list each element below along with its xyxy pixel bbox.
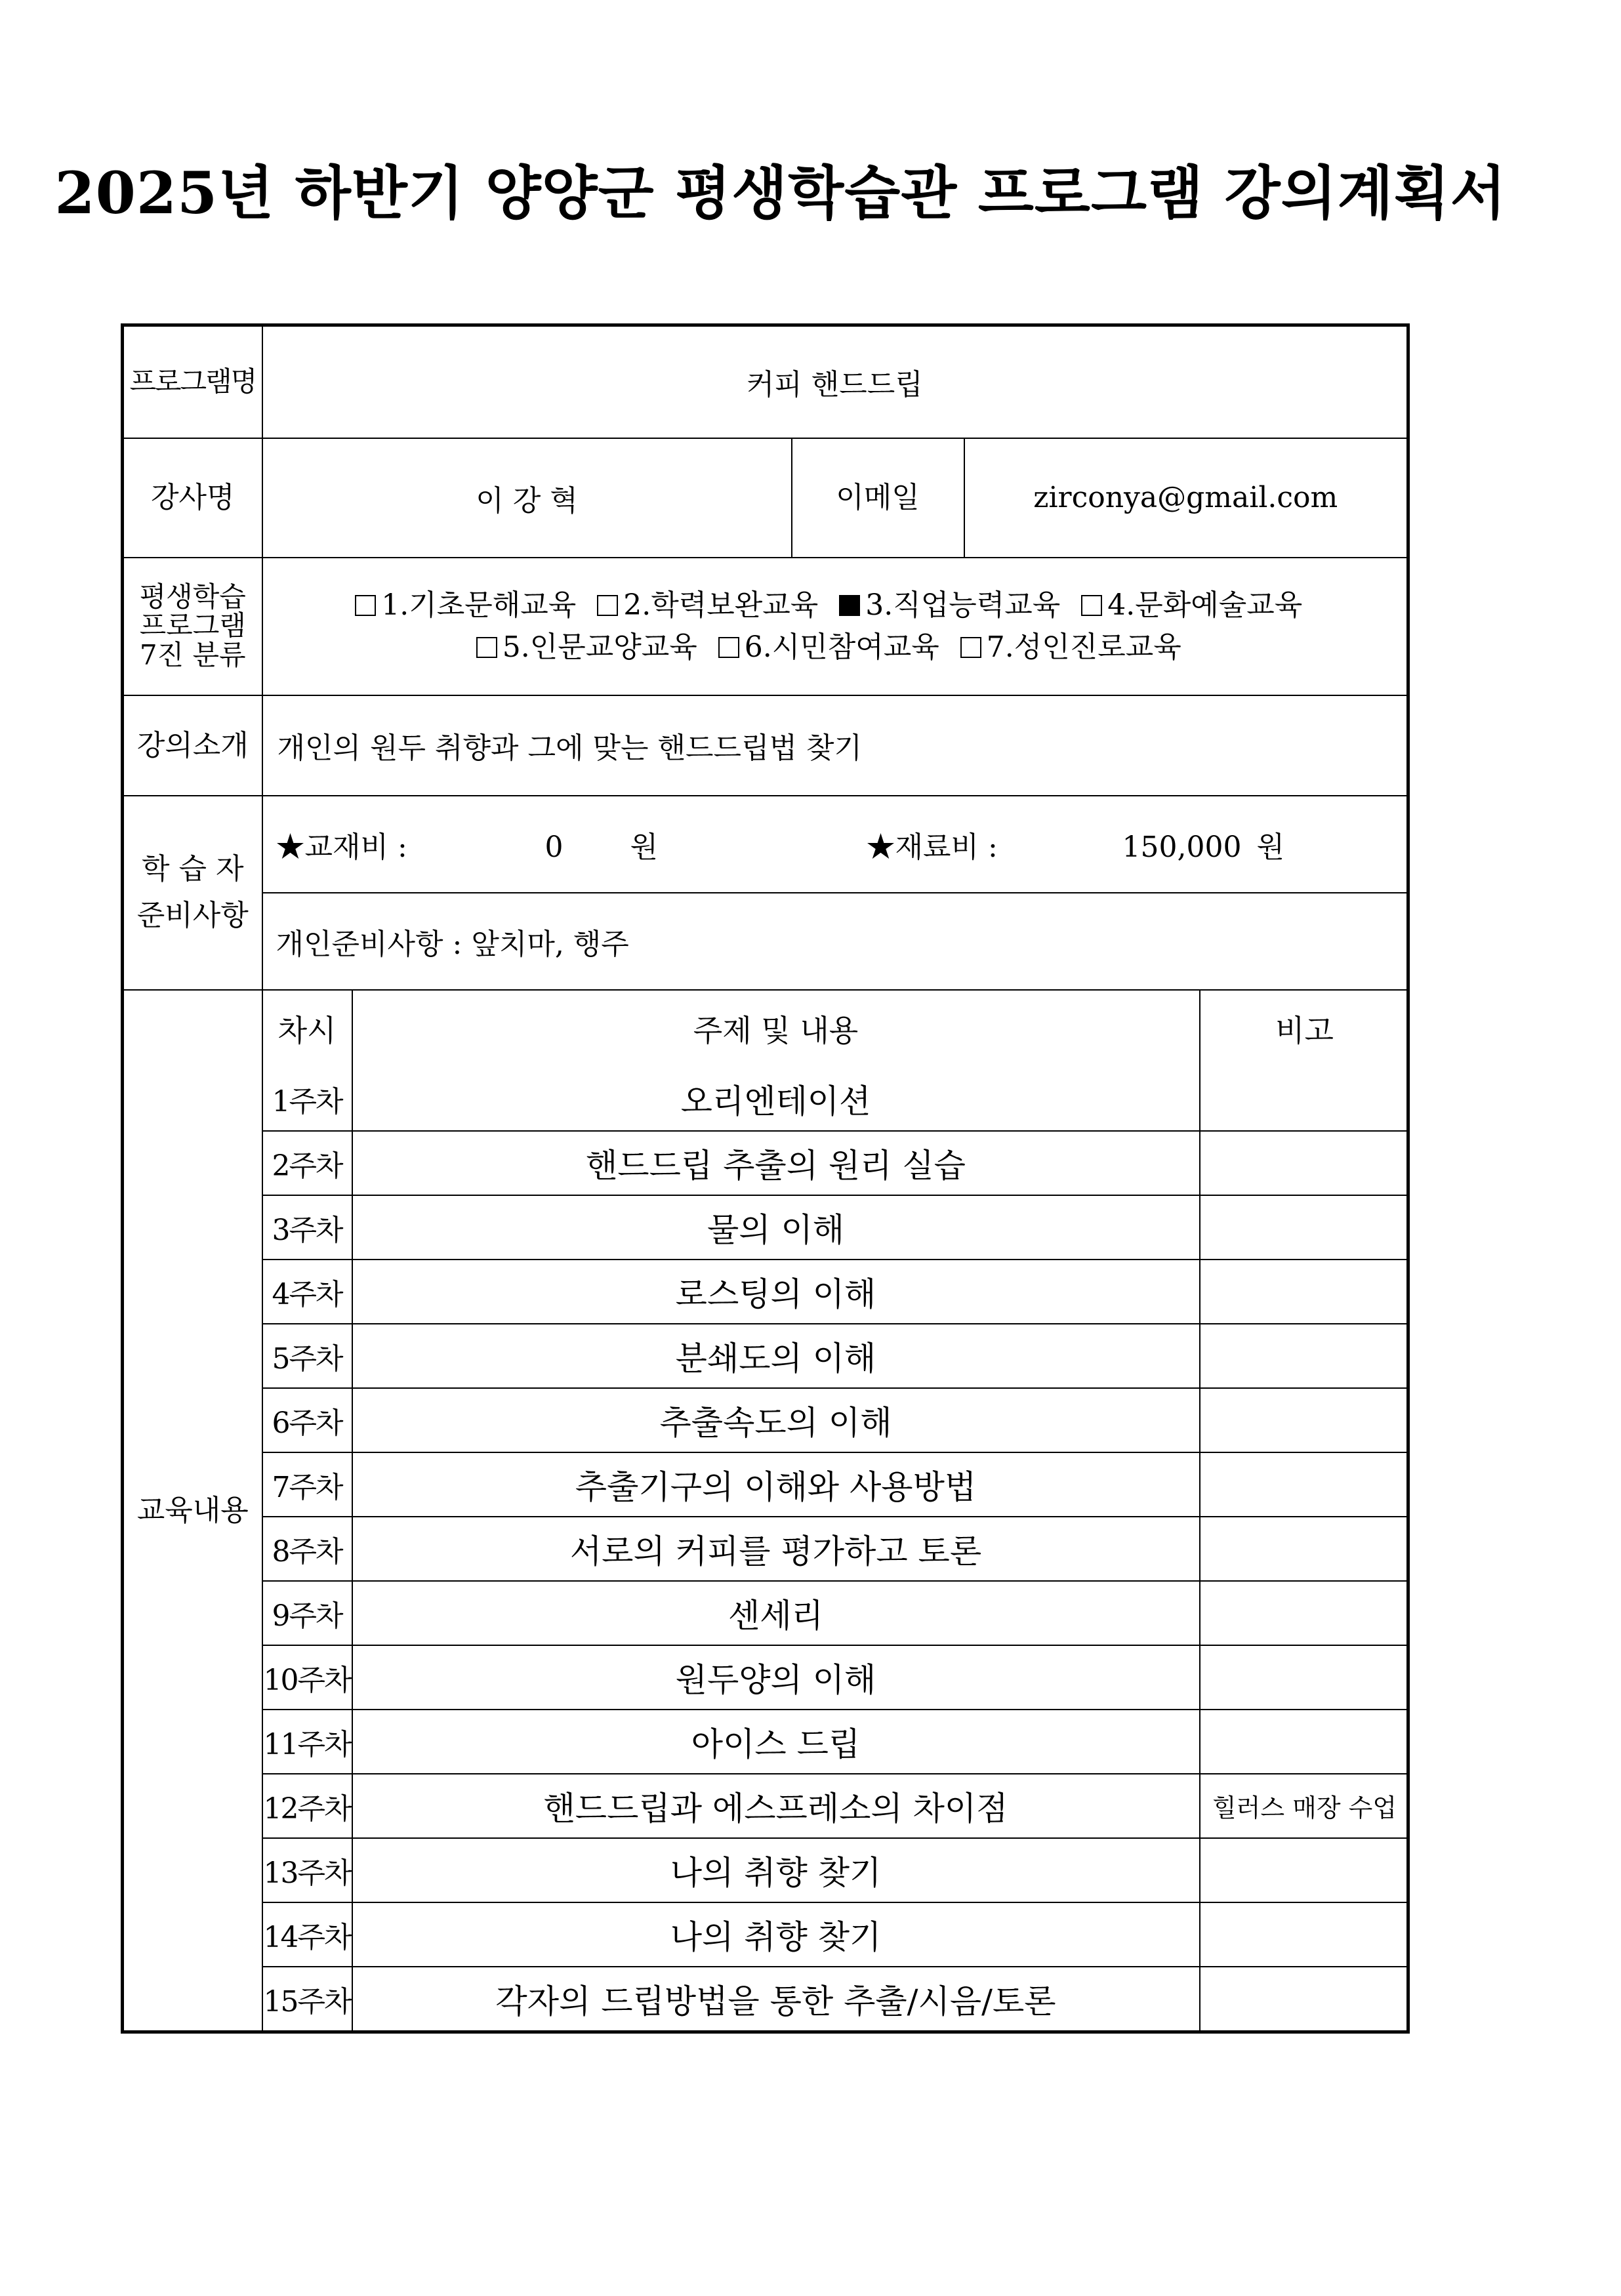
col-note: 비고 <box>1275 1013 1334 1048</box>
session-week: 4주차 <box>263 1260 352 1324</box>
education-label: 교육내용 <box>123 990 262 2032</box>
schedule-header <box>263 991 1409 1067</box>
session-week: 2주차 <box>263 1131 352 1195</box>
checkbox-icon[interactable] <box>960 637 981 658</box>
session-week: 8주차 <box>263 1517 352 1581</box>
schedule-row <box>263 1774 1409 1838</box>
classification-label-line2: 프로그램 <box>139 609 246 642</box>
intro-label: 강의소개 <box>123 695 262 796</box>
schedule-row <box>263 1967 1409 2030</box>
personal-prep: 개인준비사항 : 앞치마, 행주 <box>262 893 1408 990</box>
preparation-label-line2: 준비사항 <box>136 898 249 932</box>
intro-value: 개인의 원두 취향과 그에 맞는 핸드드립법 찾기 <box>262 695 1408 796</box>
session-topic: 로스팅의 이해 <box>352 1260 1200 1324</box>
session-week: 15주차 <box>263 1967 352 2030</box>
session-week: 10주차 <box>263 1645 352 1710</box>
session-topic: 핸드드립과 에스프레소의 차이점 <box>352 1774 1200 1838</box>
session-topic: 각자의 드립방법을 통한 추출/시음/토론 <box>352 1967 1200 2030</box>
preparation-row-personal <box>123 893 1408 990</box>
textbook-amount: 0 <box>544 830 564 864</box>
schedule-row <box>263 1388 1409 1452</box>
session-note: 힐러스 매장 수업 <box>1200 1774 1409 1838</box>
checkbox-icon[interactable] <box>597 595 618 616</box>
session-note <box>1200 1645 1409 1710</box>
session-week: 6주차 <box>263 1388 352 1452</box>
intro-row <box>123 695 1408 796</box>
session-note <box>1200 1195 1409 1260</box>
schedule-row <box>263 1324 1409 1388</box>
category-5[interactable]: 5.인문교양교육 <box>476 630 697 664</box>
preparation-row-costs <box>123 796 1408 893</box>
program-name: 커피 핸드드립 <box>262 325 1408 438</box>
instructor-name: 이 강 혁 <box>262 438 792 558</box>
schedule-row <box>263 1195 1409 1260</box>
session-note <box>1200 1131 1409 1195</box>
session-note <box>1200 1517 1409 1581</box>
material-amount: 150,000 <box>1122 830 1242 864</box>
category-6[interactable]: 6.시민참여교육 <box>718 630 939 664</box>
session-note <box>1200 1388 1409 1452</box>
classification-label-line3: 7진 분류 <box>139 638 246 671</box>
schedule-body <box>263 1067 1409 2030</box>
schedule-row <box>263 1517 1409 1581</box>
session-week: 3주차 <box>263 1195 352 1260</box>
schedule-row <box>263 1838 1409 1902</box>
session-topic: 나의 취향 찾기 <box>352 1902 1200 1967</box>
material-label: ★재료비 : <box>866 830 998 864</box>
schedule-row <box>263 1710 1409 1774</box>
category-1[interactable]: 1.기초문해교육 <box>355 588 576 622</box>
session-topic: 아이스 드립 <box>352 1710 1200 1774</box>
lecture-plan-form <box>121 323 1410 2034</box>
schedule-row <box>263 1452 1409 1517</box>
category-2[interactable]: 2.학력보완교육 <box>597 588 818 622</box>
schedule-row <box>263 1581 1409 1645</box>
textbook-unit: 원 <box>630 830 659 864</box>
checkbox-icon[interactable] <box>1081 595 1102 616</box>
classification-options-row1 <box>263 584 1407 626</box>
col-topic: 주제 및 내용 <box>352 991 1200 1067</box>
session-note <box>1200 1838 1409 1902</box>
education-row <box>123 990 1408 2032</box>
session-week: 9주차 <box>263 1581 352 1645</box>
classification-row <box>123 558 1408 695</box>
session-week: 1주차 <box>263 1067 352 1131</box>
classification-label-line1: 평생학습 <box>139 581 246 613</box>
session-week: 14주차 <box>263 1902 352 1967</box>
preparation-label-line1: 학 습 자 <box>142 852 244 886</box>
session-topic: 나의 취향 찾기 <box>352 1838 1200 1902</box>
checkbox-icon[interactable] <box>355 595 376 616</box>
session-topic: 서로의 커피를 평가하고 토론 <box>352 1517 1200 1581</box>
session-topic: 분쇄도의 이해 <box>352 1324 1200 1388</box>
classification-options <box>262 558 1408 695</box>
instructor-label: 강사명 <box>123 438 262 558</box>
col-session: 차시 <box>263 991 352 1067</box>
session-week: 13주차 <box>263 1838 352 1902</box>
session-week: 11주차 <box>263 1710 352 1774</box>
session-note <box>1200 1260 1409 1324</box>
education-schedule <box>262 990 1408 2032</box>
schedule-row <box>263 1067 1409 1131</box>
category-3[interactable]: 3.직업능력교육 <box>839 588 1060 622</box>
session-note <box>1200 1581 1409 1645</box>
schedule-row <box>263 1645 1409 1710</box>
session-topic: 물의 이해 <box>352 1195 1200 1260</box>
textbook-label: ★교재비 : <box>276 830 407 864</box>
email-value: zirconya@gmail.com <box>964 438 1408 558</box>
session-note <box>1200 1902 1409 1967</box>
session-note <box>1200 1967 1409 2030</box>
session-topic: 센세리 <box>352 1581 1200 1645</box>
session-topic: 추출속도의 이해 <box>352 1388 1200 1452</box>
schedule-table <box>263 991 1409 2030</box>
category-7[interactable]: 7.성인진로교육 <box>960 630 1181 664</box>
session-note <box>1200 1067 1409 1131</box>
document-title: 2025년 하반기 양양군 평생학습관 프로그램 강의계획서 <box>54 159 1507 227</box>
classification-options-row2 <box>263 626 1407 668</box>
material-unit: 원 <box>1256 830 1285 864</box>
program-label: 프로그램명 <box>123 325 262 438</box>
program-row <box>123 325 1408 438</box>
schedule-row <box>263 1260 1409 1324</box>
checkbox-icon[interactable] <box>718 637 739 658</box>
instructor-row <box>123 438 1408 558</box>
session-topic: 오리엔테이션 <box>352 1067 1200 1131</box>
checkbox-icon[interactable] <box>476 637 497 658</box>
session-note <box>1200 1710 1409 1774</box>
session-week: 12주차 <box>263 1774 352 1838</box>
schedule-row <box>263 1131 1409 1195</box>
session-topic: 원두양의 이해 <box>352 1645 1200 1710</box>
session-topic: 추출기구의 이해와 사용방법 <box>352 1452 1200 1517</box>
preparation-label <box>123 796 262 990</box>
checkbox-checked-icon[interactable] <box>839 595 860 616</box>
category-4[interactable]: 4.문화예술교육 <box>1081 588 1302 622</box>
classification-label <box>123 558 262 695</box>
session-week: 7주차 <box>263 1452 352 1517</box>
email-label: 이메일 <box>792 438 964 558</box>
session-week: 5주차 <box>263 1324 352 1388</box>
session-note <box>1200 1324 1409 1388</box>
session-topic: 핸드드립 추출의 원리 실습 <box>352 1131 1200 1195</box>
schedule-row <box>263 1902 1409 1967</box>
session-note <box>1200 1452 1409 1517</box>
preparation-costs <box>262 796 1408 893</box>
